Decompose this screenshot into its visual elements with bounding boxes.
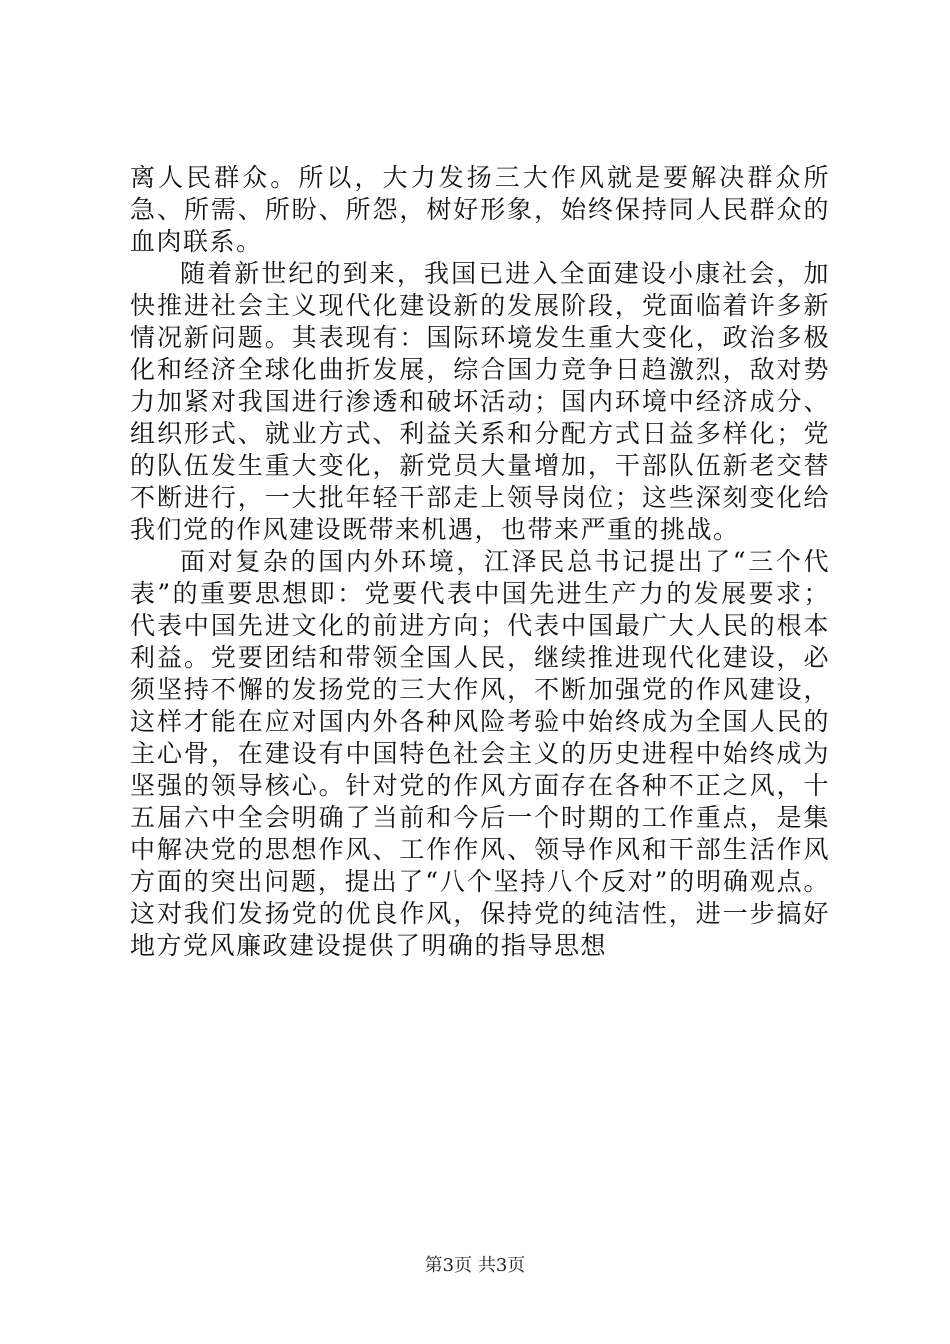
paragraph-continuation: 离人民群众。所以，大力发扬三大作风就是要解决群众所急、所需、所盼、所怨，树好形象，始终保持同人民群众的血肉联系。 [130, 163, 830, 256]
document-body [130, 162, 830, 962]
paragraph-new-century: 随着新世纪的到来，我国已进入全面建设小康社会，加快推进社会主义现代化建设新的发展阶段，党面临着许多新情况新问题。其表现有：国际环境发生重大变化，政治多极化和经济全球化曲折发展，综合国力竞争日趋激烈，敌对势力加紧对我国进行渗透和破坏活动；国内环境中经济成分、组织形式、就业方式、利益关系和分配方式日益多样化；党的队伍发生重大变化，新党员大量增加，干部队伍新老交替不断进行，一大批年轻干部走上领导岗位；这些深刻变化给我们党的作风建设既带来机遇，也带来严重的挑战。 [130, 259, 830, 544]
page-number-footer: 第3页 共3页 [424, 1255, 526, 1276]
paragraph-three-represents: 面对复杂的国内外环境，江泽民总书记提出了“三个代表”的重要思想即：党要代表中国先进生产力的发展要求；代表中国先进文化的前进方向；代表中国最广大人民的根本利益。党要团结和带领全国人民，继续推进现代化建设，必须坚持不懈的发扬党的三大作风，不断加强党的作风建设，这样才能在应对国内外各种风险考验中始终成为全国人民的主心骨，在建设有中国特色社会主义的历史进程中始终成为坚强的领导核心。针对党的作风方面存在各种不正之风，十五届六中全会明确了当前和今后一个时期的工作重点，是集中解决党的思想作风、工作作风、领导作风和干部生活作风方面的突出问题，提出了“八个坚持八个反对”的明确观点。这对我们发扬党的优良作风，保持党的纯洁性，进一步搞好地方党风廉政建设提供了明确的指导思想 [130, 547, 830, 960]
